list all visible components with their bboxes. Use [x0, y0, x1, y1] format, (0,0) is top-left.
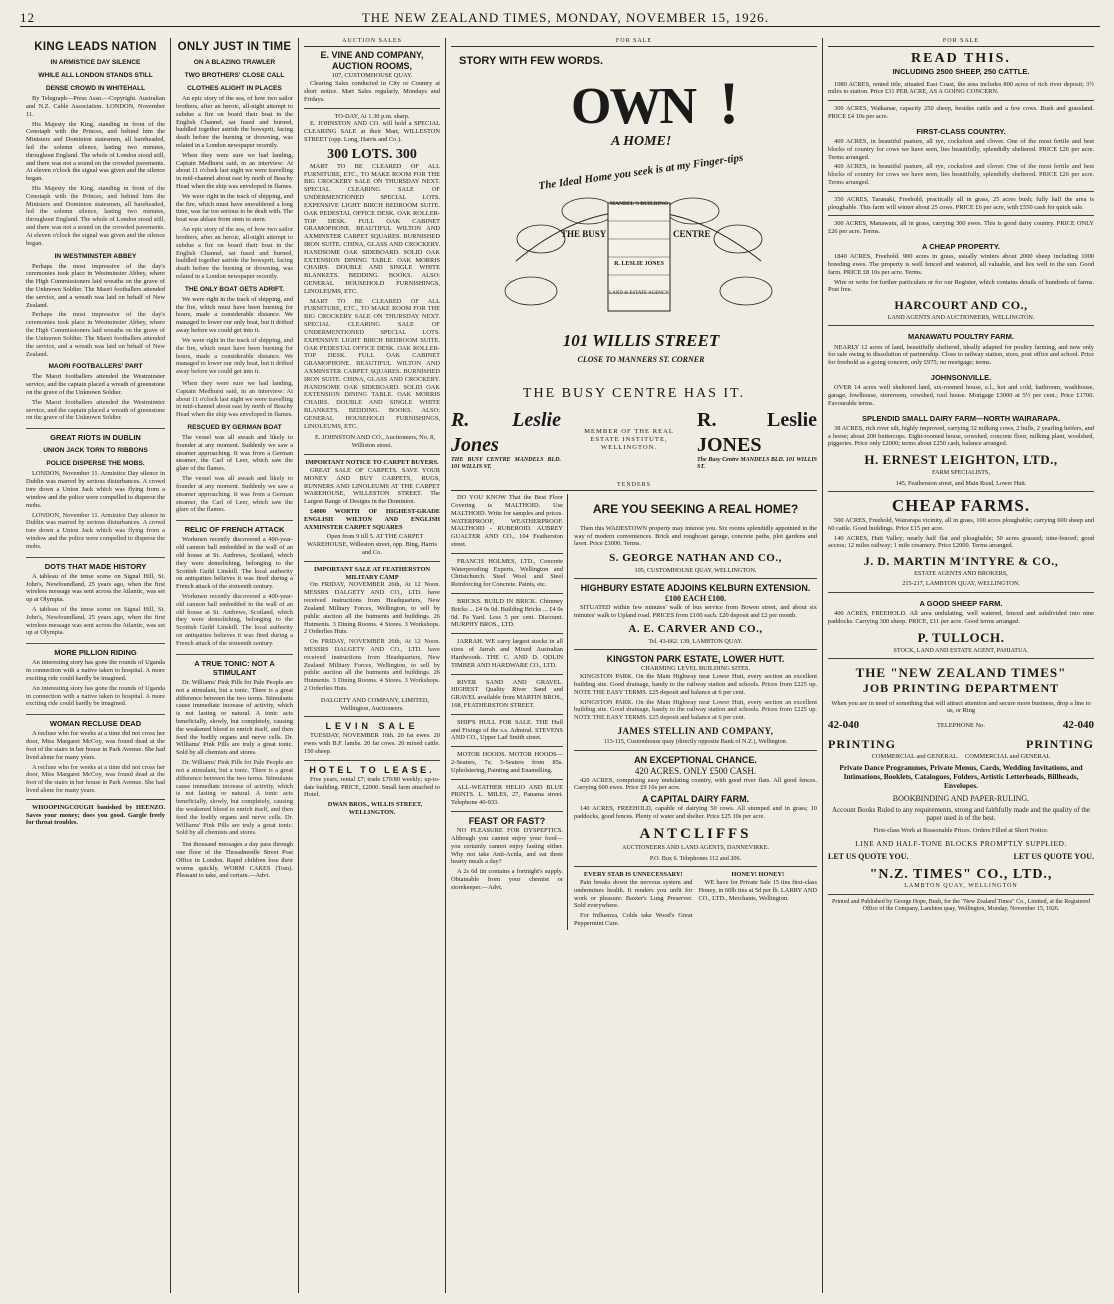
article-body: A recluse who for weeks at a time did not cross her door, Miss Margaret McCoy, was found dead at the foot of the stairs in her house in Park Avenue. She had lived alone for many years.	[26, 730, 165, 761]
highbury-heading: HIGHBURY ESTATE ADJOINS KELBURN EXTENSION.	[580, 583, 811, 594]
woods-advert: For Influenza, Colds take Wood's Great Peppermint Cure.	[574, 912, 693, 928]
farm-listing: 38 ACRES, rich river silt, highly improved, carrying 32 milking cows, 2 bulls, 2 yearling heifers, and a horse; about 200 buttercups. Eight-roomed house, cowshed, concrete floor, milking plant, woolshed, piggeries. Price only £2000; terms about £250 cash, balance arranged.	[828, 424, 1094, 448]
article-body-continued: His Majesty the King, standing in front of the Cenotaph with the Princes, and behind him the Ministers and Dominion statesmen, all bareheaded, led the solemn silence, lasting two minutes, throughout England. The whole of London stood still, and there was not a sound on the crowded pavements. At eleven o'clock the signal was given and the silence began.	[26, 185, 165, 247]
agent-address: 145, Featherston street, and Main Road, Lower Hutt.	[895, 479, 1027, 487]
advert-body: Five years, rental £7; trade £70/80 weekly; up-to-date building. PRICE, £2000. Small farm attached to Hotel.	[304, 775, 440, 799]
farm-heading: A GOOD SHEEP FARM.	[919, 598, 1003, 608]
agent-name-mintyre: J. D. MARTIN M'INTYRE & CO.,	[863, 554, 1059, 569]
article-body-continued: The Maori footballers attended the Westminster service, and the captain placed a wreath of greenstone on the grave of the Unknown Soldier.	[26, 398, 165, 422]
exceptional-heading: AN EXCEPTIONAL CHANCE.	[634, 754, 757, 765]
pain-advert-heading: EVERY STAB IS UNNECESSARY!	[583, 871, 683, 879]
own-title: OWN	[571, 78, 695, 136]
first-class-note: First-class Work at Reasonable Prices. Orders Filled at Short Notice.	[873, 826, 1049, 834]
exclamation-mark: !	[719, 70, 739, 137]
agent-name-harcourt: HARCOURT AND CO.,	[894, 298, 1028, 313]
column-1	[22, 38, 169, 1293]
quote-label: LET US QUOTE YOU.	[828, 851, 909, 861]
cheap-farms-heading: CHEAP FARMS.	[891, 496, 1031, 516]
article-body: Dr. Williams' Pink Pills for Pale People are not a stimulant, but a tonic. There is a great difference between the two terms. Stimulants cause immediate increase of activity, which is not lasting or natural. A tonic acts beneficially, slowly, but completely, causing the weakened blood to enrich itself, and then feed the bodily organs and nerve cells. Dr. Williams' Pink Pills are truly a great tonic. Sold by all chemists and stores.	[176, 678, 293, 757]
advert-signature: DWAN BROS., WILLIS STREET, WELLINGTON.	[327, 801, 423, 817]
bookbinding-body: Account Books Ruled to any requirements, strong and faithfully made and the quality of the paper used is of the best.	[832, 805, 1090, 823]
honey-advert-row	[574, 871, 817, 930]
farm-listing: 469 ACRES, in beautiful pasture, all rye, cocksfoot and clover. One of the most fertile and best blocks of country for cows we have seen, lies beautifully, splendidly sheltered. PRICE £26 per acre. Terms arranged.	[828, 137, 1094, 161]
divider	[304, 454, 440, 455]
section-label: AUCTION SALES	[304, 38, 440, 47]
divider	[451, 779, 563, 780]
headline-woman-recluse: WOMAN RECLUSE DEAD	[26, 714, 165, 728]
kingston-heading: KINGSTON PARK ESTATE, LOWER HUTT.	[606, 654, 785, 665]
rlj-logo-right	[697, 408, 817, 471]
ideal-home-tagline: The Ideal Home you seek is at my Finger-tips	[537, 152, 744, 193]
tender-advert: SHIP'S HULL FOR SALE. THE Hull and Fixings of the s.s. Admiral. STEVENS AND CO., Upper Lad Smith street.	[451, 718, 563, 742]
column-2	[172, 38, 297, 1293]
article-body: A tableau of the tense scene on Signal Hill, St. John's, Newfoundland, 25 years ago, when the first wireless message was sent across the Atlantic, was set up at Olympia.	[26, 572, 165, 604]
job-printing-list: Private Dance Programmes, Private Menus, Cards, Wedding Invitations, and Intimations, Booklets, Catalogues, Folders, Artistic Letterheads, Billheads, Envelopes.	[839, 763, 1083, 791]
article-body-continued: Workmen recently discovered a 400-year-old cannon ball embedded in the wall of an old house at St. Andrews, Scotland, which they were demolishing, belonging to the Scottish Guild Linskill. The local authority on antiquities believes it was fired during a French attack of the sixteenth century.	[176, 593, 293, 647]
job-printing-heading: JOB PRINTING DEPARTMENT	[862, 680, 1060, 695]
printing-row	[828, 737, 1094, 752]
farm-heading: MANAWATU POULTRY FARM.	[908, 332, 1014, 342]
article-body-continued: Dr. Williams' Pink Pills for Pale People are not a stimulant, but a tonic. There is a great difference between the two terms. Stimulants cause immediate increase of activity, which is not lasting or natural. A tonic acts beneficially, slowly, but completely, causing the weakened blood to enrich itself, and then feed the bodily organs and nerve cells. Dr. Williams' Pink Pills are truly a great tonic. Sold by all chemists and stores.	[176, 759, 293, 837]
column-rule	[445, 38, 446, 1293]
honey-advert-body: WE have for Private Sale 15 tins first-class Honey, in 60lb tins at 5d per lb. LARRY AND CO., LTD., Merchants, Wellington.	[698, 879, 817, 902]
advert-body: On FRIDAY, NOVEMBER 26th, At 12 Noon. MESSRS DALGETY AND CO., LTD. have received instructions from Headquarters, New Zealand Military Forces, Wellington, to sell by public auction all the hutments and buildings. 26 Hutments. 3 Dining Rooms. 4 Stores. 3 Workshops. 2 Orderlies Huts.	[304, 581, 440, 636]
dateline: By Telegraph—Press Assn.—Copyright. Australian and N.Z. Cable Association. LONDON, November 11.	[26, 95, 165, 118]
agent-subtitle: ESTATE AGENTS AND BROKERS,	[914, 569, 1008, 577]
divider	[451, 746, 563, 747]
headline-relic-french-attack: RELIC OF FRENCH ATTACK	[176, 520, 293, 534]
agent-address: Tel. 43-662. 139, LAMBTON QUAY.	[648, 637, 743, 645]
blocks-note: LINE AND HALF-TONE BLOCKS PROMPTLY SUPPLIED.	[855, 838, 1067, 848]
tender-advert: MOTOR HOODS. MOTOR HOODS—2-Seaters, 7s; 5-Seaters from 85s. Upholstering, Painting and Enamelling.	[451, 751, 563, 774]
headline-just-in-time: ONLY JUST IN TIME	[177, 41, 292, 53]
agent-name-carver: A. E. CARVER AND CO.,	[628, 623, 763, 636]
rlj-logo-name: R. Leslie Jones	[451, 409, 561, 456]
deck: DENSE CROWD IN WHITEHALL	[45, 85, 146, 93]
divider	[574, 750, 817, 751]
read-this-subheading: INCLUDING 2500 SHEEP, 250 CATTLE.	[892, 67, 1030, 77]
property-advert-body: 140 ACRES, FREEHOLD, capable of dairying 50 cows. All stumped and in grass; 10 paddocks, good fences. Plenty of water and shelter. Price £25 10s per acre.	[574, 805, 817, 820]
agent-subtitle: LAND AGENTS AND AUCTIONEERS, WELLINGTON.	[887, 313, 1035, 321]
divider	[451, 633, 563, 634]
property-advert-body: KINGSTON PARK. On the Main Highway near Lower Hutt, every section an excellent building site. Good drainage, handy to the railway station and schools. Prices from £225 up. NOTE THE EASY TERMS. £25 deposit and balance at 6 per cent.	[574, 673, 817, 696]
divider	[451, 714, 563, 715]
headline-pillion-riding: MORE PILLION RIDING	[26, 643, 165, 657]
commercial-general-line: COMMERCIAL and GENERAL. COMMERCIAL and GENERAL	[871, 753, 1051, 761]
advert-body: GREAT SALE OF CARPETS. SAVE YOUR MONEY AND BUY CARPETS, RUGS, RUNNERS AND LINOLEUMS AT THE CARPET WAREHOUSE, WILLESTON STREET. The Largest Range of Designs in the Dominion.	[304, 466, 440, 506]
advert-body-continued: MART TO BE CLEARED OF ALL FURNITURE, ETC., TO MAKE ROOM FOR THE BIG CROCKERY SALE ON THURSDAY NEXT. SPECIAL CLEARING SALE OF UNDERMENTIONED SPECIAL LOTS. EXPENSIVE LIGHT BIRCH BEDROOM SUITE. OAK PEDESTAL OFFICE DESK. OAK ROLLER-TOP DESK. FULL OAK CABINET GRAMOPHONE. BEAUTIFUL WILTON AND AXMINSTER CARPET SQUARES. BURNISHED IRON SUITE. CHINA, GLASS AND CROCKERY. HANDSOME OAK SIDEBOARD. SOLID OAK EXTENSION DINING TABLE. OAK MORRIS CHAIRS. DOUBLE AND SINGLE WHITE BLANKETS. BEDDING. BOOKS. ALSO: GENERAL HOUSEHOLD FURNISHINGS, LINOLEUMS, ETC.	[304, 297, 440, 430]
own-subtitle: A HOME!	[611, 134, 672, 150]
headline-dots-history: DOTS THAT MADE HISTORY	[26, 557, 165, 571]
nzt-address: LAMBTON QUAY, WELLINGTON	[904, 882, 1018, 889]
subhead: IN WESTMINSTER ABBEY	[54, 252, 137, 260]
agent-address: P.O. Box 6. Telephones 112 and 206.	[649, 854, 742, 862]
subhead: MAORI FOOTBALLERS' PART	[48, 363, 143, 371]
advert-title: IMPORTANT NOTICE TO CARPET BUYERS.	[305, 459, 439, 467]
property-advert-body: 420 ACRES, comprising easy undulating country, with good river flats. All good fences. Carrying 600 ewes. Price £9 10s per acre.	[574, 776, 817, 792]
advert-title: LEVIN SALE	[325, 721, 419, 732]
section-label: FOR SALE	[451, 38, 817, 47]
divider	[828, 325, 1094, 326]
farm-listing: 400 ACRES, FREEHOLD. All area undulating, well watered, fenced and subdivided into nine paddocks. Carrying 300 sheep. PRICE, £11 per acre. Good terms arranged.	[828, 610, 1094, 625]
farm-listing: 1080 ACRES, rented title, situated East Coast, the area includes 800 acres of rich river deposit; 3½ miles to station. Price £31 PER ACRE, AS A GOING CONCERN.	[828, 80, 1094, 96]
seeking-home-heading: ARE YOU SEEKING A REAL HOME?	[592, 502, 799, 517]
divider	[828, 191, 1094, 192]
deck: WHILE ALL LONDON STANDS STILL	[38, 72, 153, 80]
article-body: We were right in the track of shipping, and the fire, which must have smouldered a long time, was far too serious to be dealt with. The boat was ablaze from stem to stern.	[176, 192, 293, 224]
location-note: CLOSE TO MANNERS ST. CORNER	[577, 355, 705, 365]
masthead	[20, 10, 1100, 27]
agent-name-leighton: H. ERNEST LEIGHTON, LTD.,	[864, 452, 1058, 468]
article-body: The vessel was all awash and likely to founder at any moment. Suddenly we saw a steamer approaching. It was from a German steamer, the Carl of Leer, which saw the glare of the flames.	[176, 434, 293, 473]
divider	[304, 716, 440, 717]
farm-heading: SPLENDID SMALL DAIRY FARM—NORTH WAIRARAPA.	[861, 413, 1061, 423]
article-body-continued: The vessel was all awash and likely to founder at any moment. Suddenly we saw a steamer approaching. It was from a German steamer, the Carl of Leer, which saw the glare of the flames.	[176, 475, 293, 514]
article-body: Perhaps the most impressive of the day's ceremonies took place in Westminster Abbey, where the High Commissioners laid wreaths on the grave of the Unknown Soldier. The Maori footballers attended the service, and a wreath was laid on behalf of New Zealand.	[26, 262, 165, 309]
article-body: Ten thousand messages a day pass through one floor of the Threadneedle Street Post Office in London. Rapid children lose their worms quickly. WORM CAKES (Tom). Pleasant to take, and certain.—Advt.	[176, 841, 293, 880]
printer-imprint: Printed and Published by George Hope, Bush, for the "New Zealand Times" Co., Limited, at the Registered Office of the Company, Lambton quay, Wellington, Monday, November 15, 1926.	[832, 899, 1090, 913]
farm-heading: FIRST-CLASS COUNTRY.	[916, 126, 1006, 136]
section-label: FOR SALE	[828, 38, 1094, 47]
rlj-logo-name: R. Leslie JONES	[697, 409, 817, 456]
divider	[451, 811, 563, 812]
job-printing-intro: When you are in need of something that will attract attention and secure more business, drop a line to us, or Ring	[831, 699, 1091, 715]
nzt-company: "N.Z. TIMES" CO., LTD.,	[869, 866, 1053, 882]
busy-label: THE BUSY	[561, 229, 607, 240]
article-body: An interesting story has gone the rounds of Uganda in connection with a native taken to hospital. A more exciting ride could hardly be imagined.	[26, 659, 165, 682]
divider	[26, 799, 165, 800]
building-sign: R. LESLIE JONES	[614, 261, 664, 268]
headline-king-leads-nation: KING LEADS NATION	[34, 41, 157, 53]
farm-heading: A CHEAP PROPERTY.	[922, 242, 1000, 252]
divider	[574, 649, 817, 650]
divider	[828, 894, 1094, 895]
divider	[828, 658, 1094, 659]
article-body: An epic story of the sea, of how two sailor brothers, after an heroic, all-night attempt to subdue a fire on board their boat in the English Channel, sat fused and burned, huddled together astride the bowsprit, facing death before the burning or drowning, was related in a London newspaper recently.	[176, 95, 293, 149]
advert-signature: E. JOHNSTON AND CO., Auctioneers, No. 8, Williston street.	[315, 434, 435, 450]
masthead-spacer	[1096, 10, 1100, 26]
advert-body: Clearing Sales conducted in City or Country at short notice. Mart Sales regularly, Mondays and Fridays.	[304, 80, 440, 103]
divider	[304, 561, 440, 562]
telephone-number: 42-040	[1062, 719, 1094, 732]
agent-address: 113-115, Customhouse quay (directly opposite Bank of N.Z.), Wellington.	[603, 738, 788, 746]
tenders-area	[451, 494, 817, 930]
article-body: When they were sure we had landing, Captain Medhurst said, in an interview: At about 11 o'clock last night we were travelling in mid-channel about east by north of Beachy Head when the ship was enveloped in flames.	[176, 151, 293, 191]
tender-advert: DO YOU KNOW That the Best Floor Covering is MALTHOID. Use MALTHOID. Write for samples and prices. WATERPROOF, WEATHERPROOF. MALTHOID - RUBEROID. AUBREY GUALTER AND CO., 104 Featherston street.	[451, 494, 563, 548]
dairy-heading: A CAPITAL DAIRY FARM.	[641, 794, 750, 805]
headline-true-tonic: A TRUE TONIC: NOT A STIMULANT	[176, 654, 293, 677]
centre-label: CENTRE	[673, 229, 711, 240]
tender-advert: ALL-WEATHER HELIO AND BLUE PRINTS. L. MILES, 27, Panama street. Telephone 40-933.	[451, 783, 563, 807]
farm-listing: 300 ACRES, Manawatu, all in grass, carrying 300 ewes. This is good dairy country. PRICE ONLY £26 per acre. Terms.	[828, 220, 1094, 236]
telephone-label: TELEPHONE No.	[937, 721, 985, 729]
farm-listing: 500 ACRES, Freehold, Wairarapa vicinity, all in grass, 100 acres ploughable; carrying 600 sheep and 60 cattle. Good buildings. Price £15 per acre.	[828, 516, 1094, 532]
read-this-heading: READ THIS.	[911, 51, 1011, 67]
exceptional-subheading: 420 ACRES. ONLY £500 CASH.	[634, 765, 757, 776]
article-body: LONDON, November 11. Armistice Day silence in Dublin was marred by serious disturbances. A crowd tore down a Union Jack which was flying from a window and the police were compelled to disperse the mobs.	[26, 470, 165, 509]
divider	[451, 553, 563, 554]
member-notice: MEMBER OF THE REAL ESTATE INSTITUTE, WELLINGTON.	[584, 428, 674, 452]
divider	[574, 866, 817, 867]
highbury-price: £100 EACH £100.	[664, 594, 727, 604]
property-advert-continued: KINGSTON PARK. On the Main Highway near Lower Hutt, every section an excellent building site. Good drainage, handy to the railway station and schools. Prices from £225 up. NOTE THE EASY TERMS. £25 deposit and balance at 6 per cent.	[574, 698, 817, 722]
agent-address: 105, CUSTOMHOUSE QUAY, WELLINGTON.	[634, 566, 757, 574]
farm-listing: OVER 14 acres well sheltered land, six-roomed house, e.l., hot and cold, bathroom, washhouse, garage, fowlhouse, storeroom, cowshed, tool house. Mortgage £3000 at 5½ per cent.; Price £1700. Favourable terms.	[828, 384, 1094, 407]
article-body-continued: An interesting story has gone the rounds of Uganda in connection with a native taken to hospital. A more exciting ride could hardly be imagined.	[26, 684, 165, 708]
column-rule	[298, 38, 299, 1293]
headline-riots-dublin: GREAT RIOTS IN DUBLIN	[26, 428, 165, 442]
building-sign-sub: LAND & ESTATE AGENCY	[609, 291, 669, 297]
column-rule	[170, 38, 171, 1293]
farm-listing-continued: 469 ACRES, in beautiful pasture, all rye, cocksfoot and clover. One of the most fertile and best blocks of country for cows we have seen, lies beautifully, splendidly sheltered. PRICE £26 per acre. Terms arranged.	[828, 163, 1094, 186]
deck: TWO BROTHERS' CLOSE CALL	[184, 72, 285, 80]
quote-label: LET US QUOTE YOU.	[1013, 851, 1094, 861]
quote-row	[828, 852, 1094, 862]
farm-listing: 300 ACRES, Waikanae, capacity 250 sheep, besides cattle and a few cows. Bush and grassland. PRICE £4 10s per acre.	[828, 105, 1094, 120]
subhead: RESCUED BY GERMAN BOAT	[187, 424, 282, 432]
property-advert-body: Then this WADESTOWN property may interest you. Six rooms splendidly appointed in the way of modern conveniences. Brick and roughcast garage, concrete paths, plot gardens and lawn. Price £3000. Terms.	[574, 524, 817, 548]
divider	[451, 674, 563, 675]
agent-name-antcliffs: ANTCLIFFS	[639, 825, 752, 842]
advert-highlight: £4000 WORTH OF HIGHEST-GRADE ENGLISH WILTON AND ENGLISH AXMINSTER CARPET SQUARES	[304, 507, 440, 531]
own-a-home-advert	[451, 51, 817, 381]
article-body-continued: An epic story of the sea, of how two sailor brothers, after an heroic, all-night attempt to subdue a fire on board their boat in the English Channel, sat fused and burned, huddled together astride the bowsprit, facing death before the burning or drowning, was related in a London newspaper recently.	[176, 226, 293, 280]
column-3	[300, 38, 444, 1293]
telephone-row	[828, 719, 1094, 732]
newspaper-title: THE NEW ZEALAND TIMES, MONDAY, NOVEMBER 15, 1926.	[361, 10, 769, 26]
article-body-continued: When they were sure we had landing, Captain Medhurst said, in an interview: At about 11 o'clock last night we were travelling in mid-channel about east by north of Beachy Head when the ship was enveloped in flames.	[176, 379, 293, 419]
farm-listing: NEARLY 12 acres of land, beautifully sheltered, ideally adapted for poultry farming, and now only for sale owing to dissolution of partnership. Close to railway station, store, post office and school. Price for freehold as a going concern, only £975; no mortgage; terms.	[828, 343, 1094, 367]
article-body-continued: We were right in the track of shipping, and the fire, which must have been burning for hours, made a considerable distance. We managed to lower our only boat, but it drifted away before we could get into it.	[176, 336, 293, 376]
deck: ON A BLAZING TRAWLER	[193, 59, 276, 67]
rlj-logo-left	[451, 408, 561, 471]
article-body-continued: A tableau of the tense scene on Signal Hill, St. John's, Newfoundland, 25 years ago, when the first wireless message was sent across the Atlantic, was set up at Olympia.	[26, 605, 165, 637]
divider	[828, 215, 1094, 216]
article-body-continued: Perhaps the most impressive of the day's ceremonies took place in Westminster Abbey, where the High Commissioners laid wreaths on the grave of the Unknown Soldier. The Maori footballers attended the service, and a wreath was laid on behalf of New Zealand.	[26, 311, 165, 358]
divider	[304, 108, 440, 109]
agent-subtitle: FARM SPECIALISTS,	[932, 469, 990, 477]
property-adverts	[574, 494, 817, 930]
section-label: TENDERS	[451, 482, 817, 491]
article-body-continued: LONDON, November 11. Armistice Day silence in Dublin was marred by serious disturbances. A crowd tore down a Union Jack which was flying from a window and the police were compelled to disperse the mobs.	[26, 511, 165, 550]
tender-advert: BRICKS. BUILD IN BRICK. Chimney Bricks ... £4 0s 0d. Building Bricks ... £4 0s 0d. Pa Yard. Less 5 per cent. Discount. MURPHY BROS., LTD.	[451, 598, 563, 629]
pain-advert	[574, 871, 693, 930]
rlj-logo-sub: The Busy Centre MANDELS BLD. 101 WILLIS ST.	[697, 457, 817, 471]
advert-signature: Open from 9 till 5. AT THE CARPET WAREHOUSE, Willeston street, opp. Bing, Harris and Co.	[306, 533, 438, 557]
advert-date: TO-DAY, At 1.30 p.m. sharp.	[334, 112, 410, 120]
divider	[574, 578, 817, 579]
page-number: 12	[20, 10, 35, 26]
column-5	[824, 38, 1098, 1293]
advert-body: MART TO BE CLEARED OF ALL FURNITURE, ETC., TO MAKE ROOM FOR THE BIG CROCKERY SALE ON THURSDAY NEXT. SPECIAL CLEARING SALE OF UNDERMENTIONED SPECIAL LOTS. EXPENSIVE LIGHT BIRCH BEDROOM SUITE. OAK PEDESTAL OFFICE DESK. OAK ROLLER-TOP DESK. FULL OAK CABINET GRAMOPHONE. BEAUTIFUL WILTON AND AXMINSTER CARPET SQUARES. BURNISHED IRON SUITE. CHINA, GLASS AND CROCKERY. HANDSOME OAK SIDEBOARD. SOLID OAK EXTENSION DINING TABLE. OAK MORRIS CHAIRS. DOUBLE AND SINGLE WHITE BLANKETS. BEDDING. BOOKS. ALSO: GENERAL HOUSEHOLD FURNISHINGS, LINOLEUMS, ETC.	[304, 162, 440, 295]
farm-listing: 350 ACRES, Taranaki, Freehold, practically all in grass, 25 acres bush; fully half the area is ploughable. This farm will winter about 25 cows. PRICE £6 per acre, with £550 cash for quick sale.	[828, 195, 1094, 211]
farm-heading: JOHNSONVILLE.	[930, 373, 992, 383]
printing-label: PRINTING	[1025, 736, 1094, 751]
advert-title: E. VINE AND COMPANY, AUCTION ROOMS,	[320, 50, 424, 72]
tender-advert: A 2s 6d tin contains a fortnight's supply. Obtainable from your chemist or storekeeper.—Advt.	[451, 868, 563, 891]
pain-advert-body: Pain breaks down the nervous system and undermines health. It renders you unfit for work or pleasure. Baxter's Lung Preserver. Sold everywhere.	[574, 879, 693, 910]
feast-or-fast-heading: FEAST OR FAST?	[468, 816, 546, 827]
busy-centre-heading: THE BUSY CENTRE HAS IT.	[522, 386, 746, 402]
advert-body: E. JOHNSTON AND CO. will hold a SPECIAL CLEARING SALE at their Mart, WILLESTON STREET (opp. Long, Harris and Co.).	[304, 120, 440, 143]
advert-body-continued: On FRIDAY, NOVEMBER 26th, At 12 Noon. MESSRS DALGETY AND CO., LTD. have received instructions from Headquarters, New Zealand Military Forces, Wellington, to sell by public auction all the hutments and buildings. 26 Hutments. 3 Dining Rooms. 4 Stores. 3 Workshops. 2 Orderlies Huts.	[304, 638, 440, 693]
advert-body: TUESDAY, NOVEMBER 16th. 20 fat ewes. 20 ewes with B.F. lambs. 20 fat cows. 20 mixed cattle. 150 sheep.	[304, 732, 440, 756]
column-rule	[822, 38, 823, 1293]
advert-signature: DALGETY AND COMPANY, LIMITED, Wellington, Auctioneers.	[320, 696, 430, 712]
advert-address: 107, CUSTOMHOUSE QUAY.	[331, 72, 413, 80]
tender-advert: NO PLEASURE FOR DYSPEPTICS. Although you cannot enjoy your food—you certainly cannot enjoy fasting either. Why not take Anti-Acida, and eat three hearty meals a day?	[451, 827, 563, 866]
article-body: His Majesty the King, standing in front of the Cenotaph with the Princes, and behind him the Ministers and Dominion statesmen, all bareheaded, led the solemn silence, lasting two minutes, throughout England. The whole of London stood still, and there was not a sound on the crowded pavements. At eleven o'clock the signal was given and the silence began.	[26, 120, 165, 183]
agent-subtitle: AUCTIONEERS AND LAND AGENTS, DANNEVIRKE.	[621, 844, 770, 852]
deck: IN ARMISTICE DAY SILENCE	[50, 59, 141, 67]
property-advert-body: SITUATED within few minutes' walk of bus service from Bowen street, and about six minutes' walk to Upland road. PRICES from £100 each. £20 deposit and £2 per month.	[574, 603, 817, 619]
deck: UNION JACK TORN TO RIBBONS	[43, 447, 148, 455]
advert-lots: 300 LOTS. 300	[327, 146, 417, 162]
farm-listing: 140 ACRES, Hutt Valley; nearly half flat and ploughable; 50 acres grassed; nine-fenced; good access; 12 miles railway; 1 mile creamery. Price £2000. Terms arranged.	[828, 534, 1094, 550]
agent-address: 215-217, LAMBTON QUAY, WELLINGTON.	[902, 580, 1020, 588]
willis-street-address: 101 WILLIS STREET	[562, 331, 720, 351]
divider	[828, 491, 1094, 492]
agent-subtitle: STOCK, LAND AND ESTATE AGENT, PAHIATUA.	[893, 646, 1029, 654]
rlj-logo-row	[451, 408, 817, 471]
advert-title: IMPORTANT SALE AT FEATHERSTON MILITARY CAMP	[313, 565, 431, 581]
divider	[828, 100, 1094, 101]
divider	[828, 592, 1094, 593]
honey-advert	[699, 871, 818, 930]
agent-name-tulloch: P. TULLOCH.	[917, 629, 1005, 645]
agent-name-stellin: JAMES STELLIN AND COMPANY,	[617, 726, 774, 737]
rlj-logo-sub: THE BUSY CENTRE MANDELS BLD. 101 WILLIS ST.	[451, 457, 561, 471]
agent-name-nathan: S. GEORGE NATHAN AND CO.,	[609, 552, 782, 565]
deck: POLICE DISPERSE THE MOBS.	[46, 460, 145, 468]
article-body: Workmen recently discovered a 400-year-old cannon ball embedded in the wall of an old house at St. Andrews, Scotland, which they were demolishing, belonging to the Scottish Guild Linskill. The local authority on antiquities believes it was fired during a French attack of the sixteenth century.	[176, 536, 293, 591]
article-body: The Maori footballers attended the Westminster service, and the captain placed a wreath of greenstone on the grave of the Unknown Soldier.	[26, 373, 165, 396]
divider	[451, 593, 563, 594]
bookbinding-heading: BOOKBINDING AND PAPER-RULING.	[892, 794, 1030, 804]
farm-listing-note: Wire or write for further particulars or for our Register, which contains details of hundreds of farms. Post free.	[828, 278, 1094, 294]
divider	[304, 760, 440, 761]
tender-advert: FRANCIS HOLMES, LTD., Concrete Waterproofing Experts, Wellington and Christchurch. Steel Wool and Steel Reinforcing for Concrete. Paints, etc.	[451, 557, 563, 589]
tender-advert: JARRAH. WE carry largest stocks in all sizes of Jarrah and Mixed Australian Hardwoods. THE C. AND D. ODLIN TIMBER AND HARDWARE CO., LTD.	[451, 638, 563, 669]
tenders-column	[451, 494, 568, 930]
building-name: MANDEL'S BUILDING	[609, 201, 669, 208]
deck: CLOTHES ALIGHT IN PLACES	[187, 85, 282, 93]
story-headline: STORY WITH FEW WORDS.	[459, 55, 604, 68]
printing-label: PRINTING	[828, 736, 897, 751]
kingston-subheading: CHARMING LEVEL BUILDING SITES.	[640, 665, 751, 673]
article-body-continued: A recluse who for weeks at a time did not cross her door, Miss Margaret McCoy, was found dead at the foot of the stairs in her house in Park Avenue. She had lived alone for many years.	[26, 763, 165, 795]
article-body: We were right in the track of shipping, and the fire, which must have been burning for hours, made a considerable distance. We managed to lower our only boat, but it drifted away before we could get into it.	[176, 295, 293, 335]
telephone-number: 42-040	[828, 719, 860, 732]
nzt-heading: THE "NEW ZEALAND TIMES"	[855, 665, 1067, 681]
farm-listing: 1840 ACRES, Freehold. 900 acres in grass, usually winters about 2000 sheep including 1000 breeding ewes. The property is well fenced and watered, all valuable, and lies well to the sun. Good farm. PRICE £8 10s per acre. Terms.	[828, 253, 1094, 276]
honey-heading: HONEY! HONEY!	[731, 871, 785, 879]
tender-advert: RIVER SAND AND GRAVEL. HIGHEST Quality River Sand and GRAVEL available from MARTIN BROS., 168, FEATHERSTON STREET.	[451, 678, 563, 709]
advert-title: HOTEL TO LEASE.	[309, 764, 435, 775]
subhead: THE ONLY BOAT GETS ADRIFT.	[184, 285, 285, 293]
advert-heenzo: WHOOPINGCOUGH banished by HEENZO. Saves your money; does you good. Gargle freely for throat troubles.	[26, 803, 165, 827]
column-4	[447, 38, 821, 1293]
